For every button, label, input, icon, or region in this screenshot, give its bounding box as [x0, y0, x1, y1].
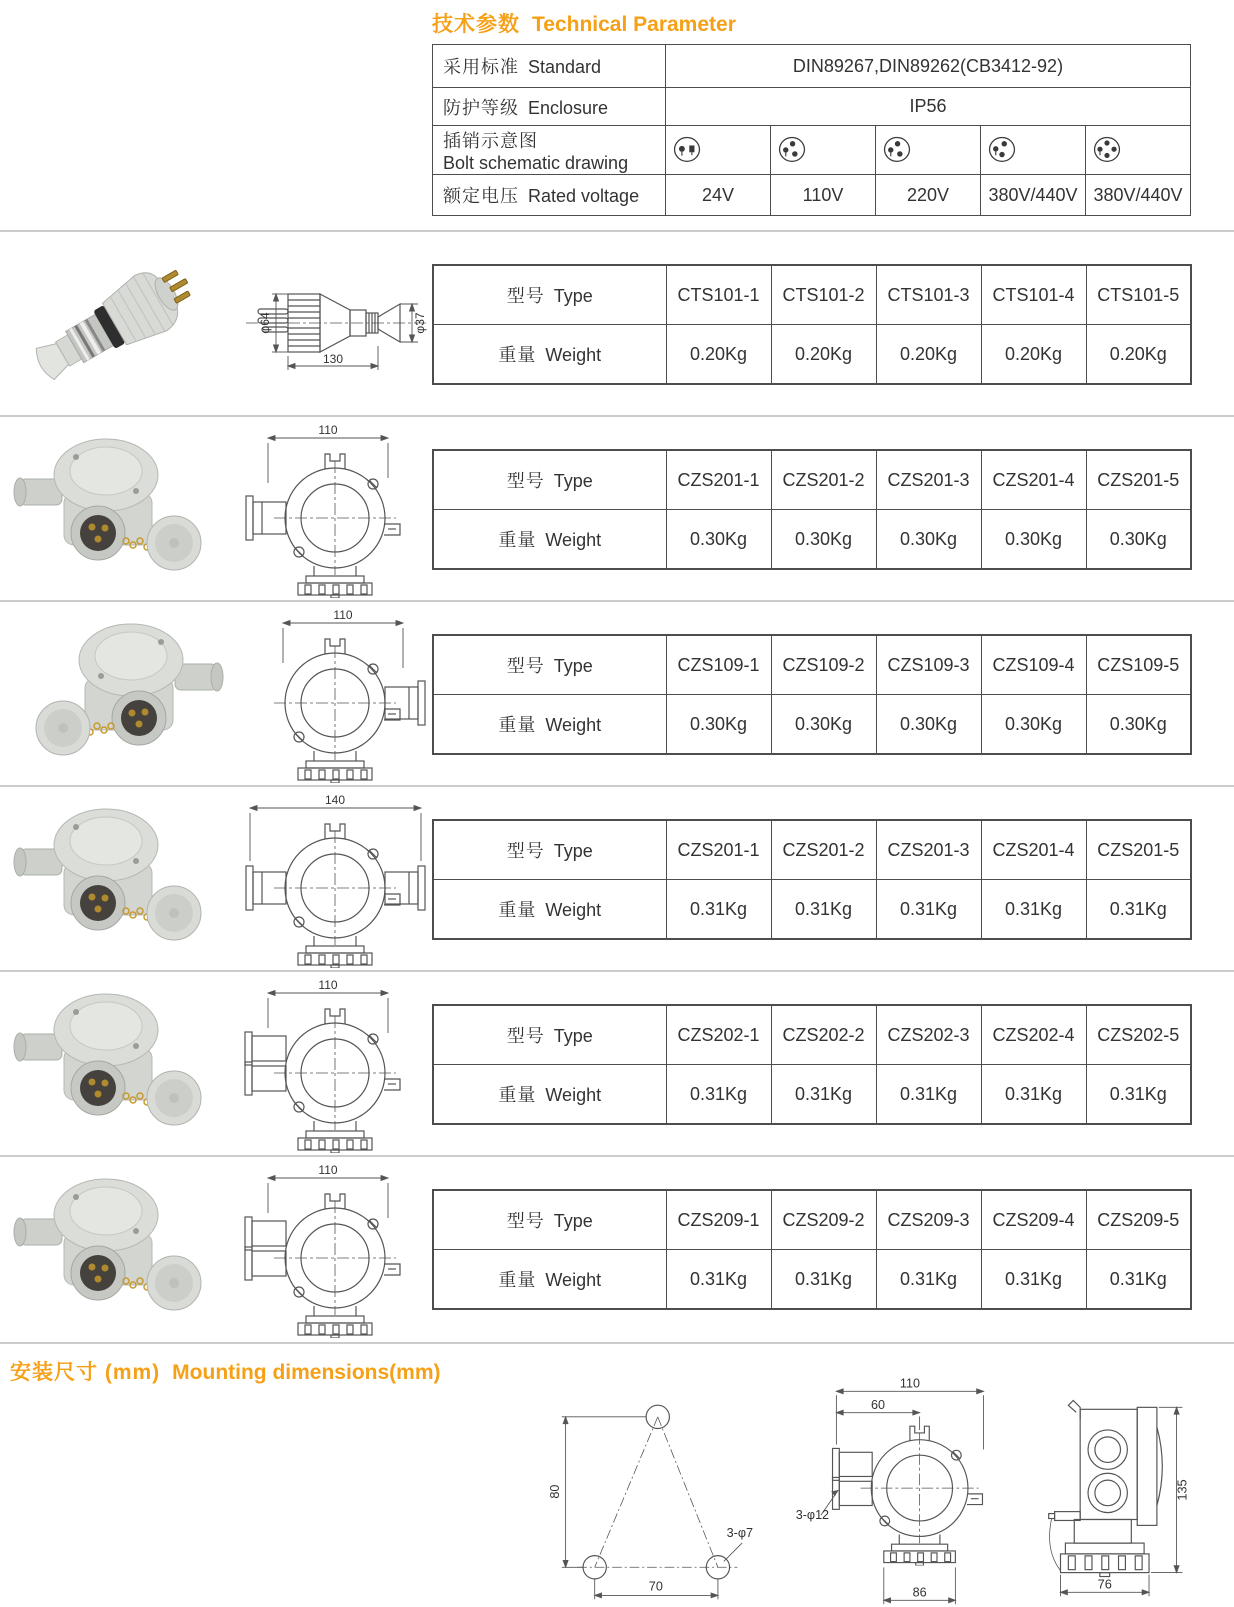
type-cell: CTS101-4 — [981, 265, 1086, 325]
dim-label: φ64 — [258, 312, 272, 334]
product-band-cts101 — [0, 230, 1234, 417]
dimension-drawing-socket — [238, 793, 433, 968]
dim-top — [250, 806, 421, 862]
type-label-cell: 型号 Type — [433, 820, 666, 880]
mounting-section — [0, 1342, 1234, 1607]
weight-label-cell: 重量 Weight — [433, 1250, 666, 1310]
weight-cell: 0.30Kg — [876, 695, 981, 755]
voltage-row — [433, 175, 1191, 216]
enclosure-label-en: Enclosure — [528, 97, 609, 118]
model-table — [432, 1189, 1192, 1310]
standard-value-cell: DIN89267,DIN89262(CB3412-92) — [666, 45, 1191, 88]
dim-label: 140 — [324, 793, 346, 807]
drawing-gland-double-left — [833, 1448, 873, 1509]
product-photo-socket — [6, 427, 231, 587]
pin-diagram-3pin-icon — [880, 136, 914, 164]
product-photo-socket — [6, 1167, 231, 1327]
weight-label-cell: 重量 Weight — [433, 510, 666, 570]
weight-cell: 0.20Kg — [876, 325, 981, 385]
type-label-cell — [433, 265, 666, 325]
dim-height — [562, 1417, 646, 1567]
weight-cell: 0.30Kg — [1086, 510, 1191, 570]
dim-label: 110 — [333, 608, 353, 622]
type-cell: CZS201-1 — [666, 820, 771, 880]
product-photo-socket — [6, 982, 231, 1142]
glands-label: 3-φ12 — [795, 1508, 830, 1523]
type-cell: CZS201-1 — [666, 450, 771, 510]
weight-cell: 0.31Kg — [771, 880, 876, 940]
standard-label-en: Standard — [528, 57, 602, 77]
type-cell: CZS209-3 — [876, 1190, 981, 1250]
holes-label: 3-φ7 — [726, 1526, 754, 1541]
dim-label: φ37 — [413, 312, 427, 334]
bolt-label-cn: 插销示意图 — [443, 130, 538, 151]
weight-cell: 0.31Kg — [666, 1065, 771, 1125]
model-table — [432, 1004, 1192, 1125]
product-photo-plug — [6, 242, 231, 402]
weight-cell: 0.31Kg — [981, 880, 1086, 940]
type-cell: CZS209-2 — [771, 1190, 876, 1250]
pin-diagram-3pin-icon — [775, 136, 809, 164]
dim-top — [268, 991, 388, 1034]
dim-top — [268, 436, 388, 484]
mounting-heading — [10, 1356, 441, 1386]
weight-cell: 0.31Kg — [1086, 880, 1191, 940]
weight-cell: 0.30Kg — [1086, 695, 1191, 755]
enclosure-value-cell: IP56 — [666, 88, 1191, 126]
type-label-cell: 型号 Type — [433, 1005, 666, 1065]
dimension-drawing-socket — [238, 423, 433, 598]
product-band-czs109 — [0, 600, 1234, 787]
tech-param-heading-cn: 技术参数 — [432, 13, 520, 36]
mounting-drawing-front — [790, 1372, 1025, 1607]
weight-cell: 0.30Kg — [666, 510, 771, 570]
type-label-cell: 型号 Type — [433, 635, 666, 695]
voltage-cell: 220V — [876, 175, 981, 216]
type-cell: CTS101-2 — [771, 265, 876, 325]
weight-cell: 0.31Kg — [1086, 1065, 1191, 1125]
product-band-czs202 — [0, 970, 1234, 1157]
voltage-cell: 380V/440V — [1086, 175, 1191, 216]
type-cell: CZS109-3 — [876, 635, 981, 695]
type-cell: CZS201-3 — [876, 450, 981, 510]
weight-label-cell: 重量 Weight — [433, 695, 666, 755]
weight-cell: 0.31Kg — [771, 1065, 876, 1125]
bolt-cell-1 — [666, 126, 771, 175]
weight-cell: 0.30Kg — [876, 510, 981, 570]
bolt-schematic-row — [433, 126, 1191, 175]
voltage-cell: 110V — [771, 175, 876, 216]
weight-label-cell — [433, 325, 666, 385]
enclosure-label-cn: 防护等级 — [443, 97, 519, 118]
type-cell: CZS109-1 — [666, 635, 771, 695]
dim-label: 76 — [1097, 1576, 1112, 1592]
type-cell: CZS201-2 — [771, 820, 876, 880]
weight-label-cell: 重量 Weight — [433, 1065, 666, 1125]
bolt-label-en: Bolt schematic drawing — [443, 152, 629, 173]
weight-label-cn: 重量 — [498, 345, 537, 365]
bolt-cell-5 — [1086, 126, 1191, 175]
weight-cell: 0.31Kg — [1086, 1250, 1191, 1310]
dim-label: 60 — [871, 1397, 885, 1412]
dim-label: 110 — [899, 1376, 920, 1391]
type-label-cn: 型号 — [506, 286, 545, 306]
enclosure-label-cell — [433, 88, 666, 126]
dim-top — [283, 621, 403, 669]
type-cell: CZS109-2 — [771, 635, 876, 695]
product-photo-socket — [6, 797, 231, 957]
type-cell: CTS101-5 — [1086, 265, 1191, 325]
dim-top — [268, 1176, 388, 1219]
type-cell: CZS201-4 — [981, 820, 1086, 880]
weight-cell: 0.30Kg — [771, 695, 876, 755]
type-cell: CZS109-5 — [1086, 635, 1191, 695]
product-photo-socket — [6, 612, 231, 772]
voltage-label-cn: 额定电压 — [443, 186, 519, 206]
pin-diagram-4pin-icon — [1090, 136, 1124, 164]
model-table — [432, 819, 1192, 940]
type-cell: CZS201-4 — [981, 450, 1086, 510]
type-label-cell: 型号 Type — [433, 450, 666, 510]
weight-cell: 0.31Kg — [666, 1250, 771, 1310]
type-cell: CZS201-5 — [1086, 820, 1191, 880]
drawing-gland-double-left — [245, 1217, 286, 1280]
weight-cell: 0.20Kg — [666, 325, 771, 385]
model-table — [432, 264, 1192, 385]
mounting-drawing-side — [1015, 1368, 1225, 1607]
tech-param-heading — [432, 8, 736, 38]
weight-cell: 0.20Kg — [981, 325, 1086, 385]
type-cell: CZS209-5 — [1086, 1190, 1191, 1250]
weight-cell: 0.31Kg — [981, 1065, 1086, 1125]
enclosure-row — [433, 88, 1191, 126]
type-cell: CZS202-3 — [876, 1005, 981, 1065]
voltage-label-cell — [433, 175, 666, 216]
weight-cell: 0.31Kg — [876, 1065, 981, 1125]
drawing-gland-double-left — [245, 1032, 286, 1095]
bolt-cell-4 — [981, 126, 1086, 175]
weight-cell: 0.31Kg — [876, 880, 981, 940]
pin-diagram-2pin-icon — [670, 136, 704, 164]
dim-inner — [836, 1410, 919, 1430]
product-band-czs201 — [0, 415, 1234, 602]
pin-diagram-3pin-icon — [985, 136, 1019, 164]
weight-label-en: Weight — [545, 345, 602, 365]
type-cell: CZS201-3 — [876, 820, 981, 880]
weight-cell: 0.31Kg — [666, 880, 771, 940]
type-cell: CZS202-5 — [1086, 1005, 1191, 1065]
mounting-drawing-triangle — [535, 1380, 765, 1607]
type-cell: CZS209-4 — [981, 1190, 1086, 1250]
bolt-cell-2 — [771, 126, 876, 175]
dim-label: 110 — [318, 1163, 338, 1177]
dim-label: 86 — [912, 1585, 927, 1600]
voltage-label-en: Rated voltage — [528, 186, 640, 206]
type-cell: CZS109-4 — [981, 635, 1086, 695]
weight-cell: 0.30Kg — [666, 695, 771, 755]
voltage-cell: 24V — [666, 175, 771, 216]
tech-param-heading-en: Technical Parameter — [532, 13, 736, 36]
weight-cell: 0.30Kg — [981, 695, 1086, 755]
type-cell: CZS201-2 — [771, 450, 876, 510]
dim-label: 110 — [318, 423, 338, 437]
dimension-drawing-socket — [238, 1163, 433, 1338]
dim-label: 130 — [322, 352, 344, 366]
dimension-drawing-socket — [238, 608, 433, 783]
weight-cell: 0.30Kg — [771, 510, 876, 570]
weight-cell: 0.31Kg — [981, 1250, 1086, 1310]
weight-cell: 0.20Kg — [771, 325, 876, 385]
dim-label: 70 — [648, 1579, 663, 1594]
standard-label-cell — [433, 45, 666, 88]
product-band-czs209 — [0, 1155, 1234, 1342]
type-cell: CZS202-1 — [666, 1005, 771, 1065]
dim-label: 110 — [318, 978, 338, 992]
dim-label: 80 — [547, 1484, 562, 1499]
weight-cell: 0.30Kg — [981, 510, 1086, 570]
type-label-en: Type — [553, 286, 593, 306]
type-cell: CZS202-4 — [981, 1005, 1086, 1065]
model-table — [432, 449, 1192, 570]
bolt-cell-3 — [876, 126, 981, 175]
bolt-label-cell — [433, 126, 666, 175]
type-cell: CTS101-3 — [876, 265, 981, 325]
type-label-cell: 型号 Type — [433, 1190, 666, 1250]
mounting-heading-cn: 安装尺寸 (mm) — [10, 1361, 161, 1384]
type-cell: CZS201-5 — [1086, 450, 1191, 510]
standard-row — [433, 45, 1191, 88]
dimension-drawing-plug — [238, 266, 433, 386]
weight-cell: 0.31Kg — [771, 1250, 876, 1310]
type-cell: CZS202-2 — [771, 1005, 876, 1065]
mounting-heading-en: Mounting dimensions(mm) — [172, 1361, 441, 1384]
type-cell: CZS209-1 — [666, 1190, 771, 1250]
technical-parameter-table — [432, 44, 1191, 216]
weight-cell: 0.20Kg — [1086, 325, 1191, 385]
standard-label-cn: 采用标准 — [443, 57, 519, 77]
dim-label: 135 — [1174, 1479, 1190, 1501]
weight-label-cell: 重量 Weight — [433, 880, 666, 940]
type-cell: CTS101-1 — [666, 265, 771, 325]
weight-cell: 0.31Kg — [876, 1250, 981, 1310]
model-table — [432, 634, 1192, 755]
voltage-cell: 380V/440V — [981, 175, 1086, 216]
dimension-drawing-socket — [238, 978, 433, 1153]
product-band-czs201-140 — [0, 785, 1234, 972]
